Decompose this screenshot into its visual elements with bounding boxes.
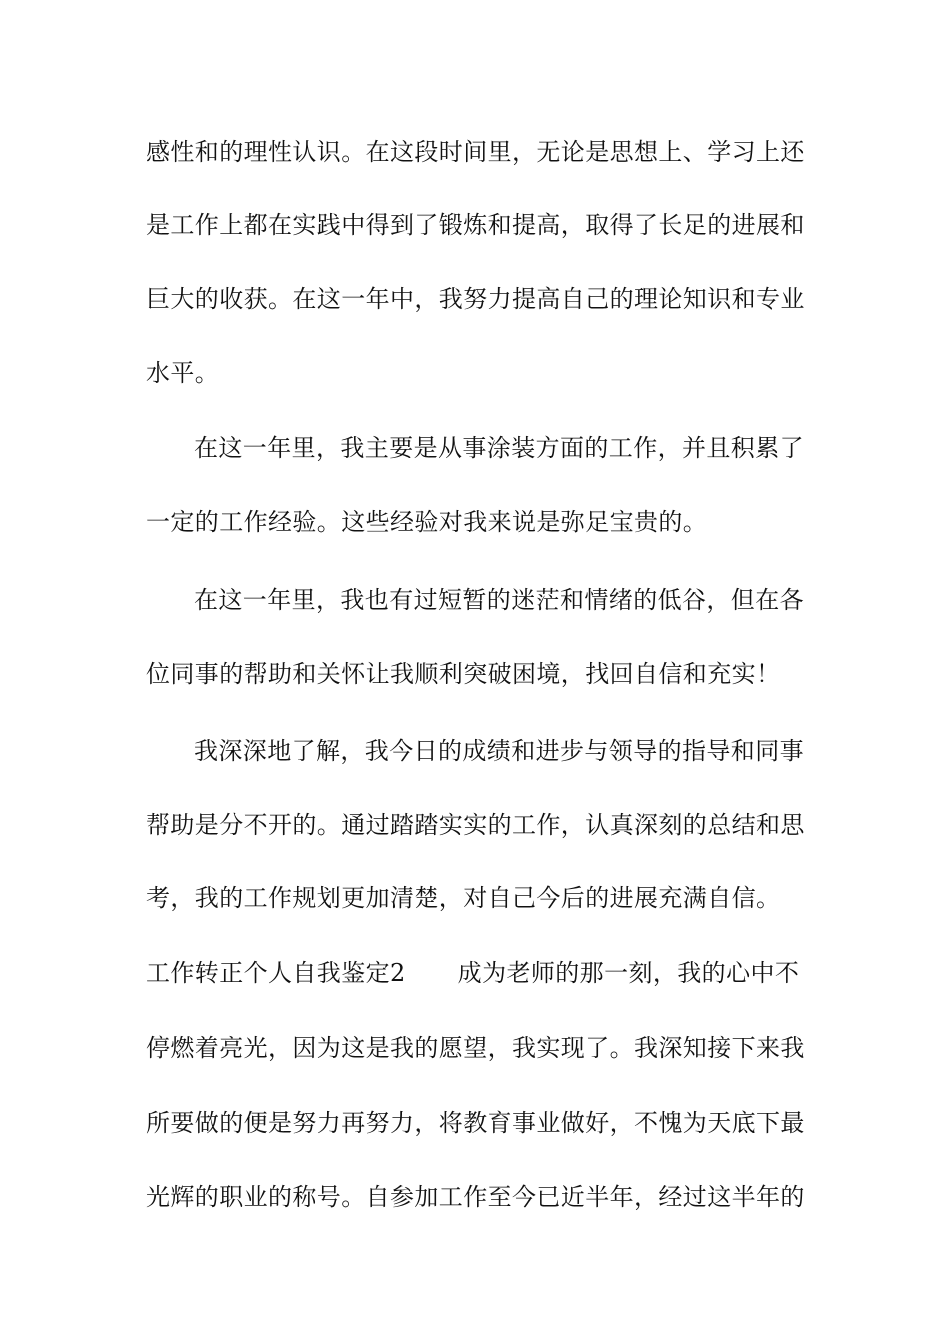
paragraph-line: 感性和的理性认识。在这段时间里，无论是思想上、学习上还 xyxy=(146,138,805,166)
paragraph-line: 在这一年里，我也有过短暂的迷茫和情绪的低谷，但在各 xyxy=(194,586,804,614)
paragraph-line: 考，我的工作规划更加清楚，对自己今后的进展充满自信。 xyxy=(146,884,781,912)
section-first-line: 成为老师的那一刻，我的心中不 xyxy=(457,959,800,987)
paragraph-line: 水平。 xyxy=(146,359,220,387)
paragraph-line: 光辉的职业的称号。自参加工作至今已近半年，经过这半年的 xyxy=(146,1183,805,1211)
paragraph-line: 帮助是分不开的。通过踏踏实实的工作，认真深刻的总结和思 xyxy=(146,811,805,839)
paragraph-line: 巨大的收获。在这一年中，我努力提高自己的理论知识和专业 xyxy=(146,285,805,313)
paragraph-line: 停燃着亮光，因为这是我的愿望，我实现了。我深知接下来我 xyxy=(146,1034,805,1062)
paragraph-line: 我深深地了解，我今日的成绩和进步与领导的指导和同事 xyxy=(194,737,804,765)
paragraph-line: 在这一年里，我主要是从事涂装方面的工作，并且积累了 xyxy=(194,434,804,462)
paragraph-line: 所要做的便是努力再努力，将教育事业做好，不愧为天底下最 xyxy=(146,1109,805,1137)
section-heading-line xyxy=(146,953,806,993)
paragraph-line: 一定的工作经验。这些经验对我来说是弥足宝贵的。 xyxy=(146,508,708,536)
section-heading: 工作转正个人自我鉴定2 xyxy=(146,959,406,987)
paragraph-line: 位同事的帮助和关怀让我顺利突破困境，找回自信和充实！ xyxy=(146,660,781,688)
paragraph-line: 是工作上都在实践中得到了锻炼和提高，取得了长足的进展和 xyxy=(146,211,805,239)
